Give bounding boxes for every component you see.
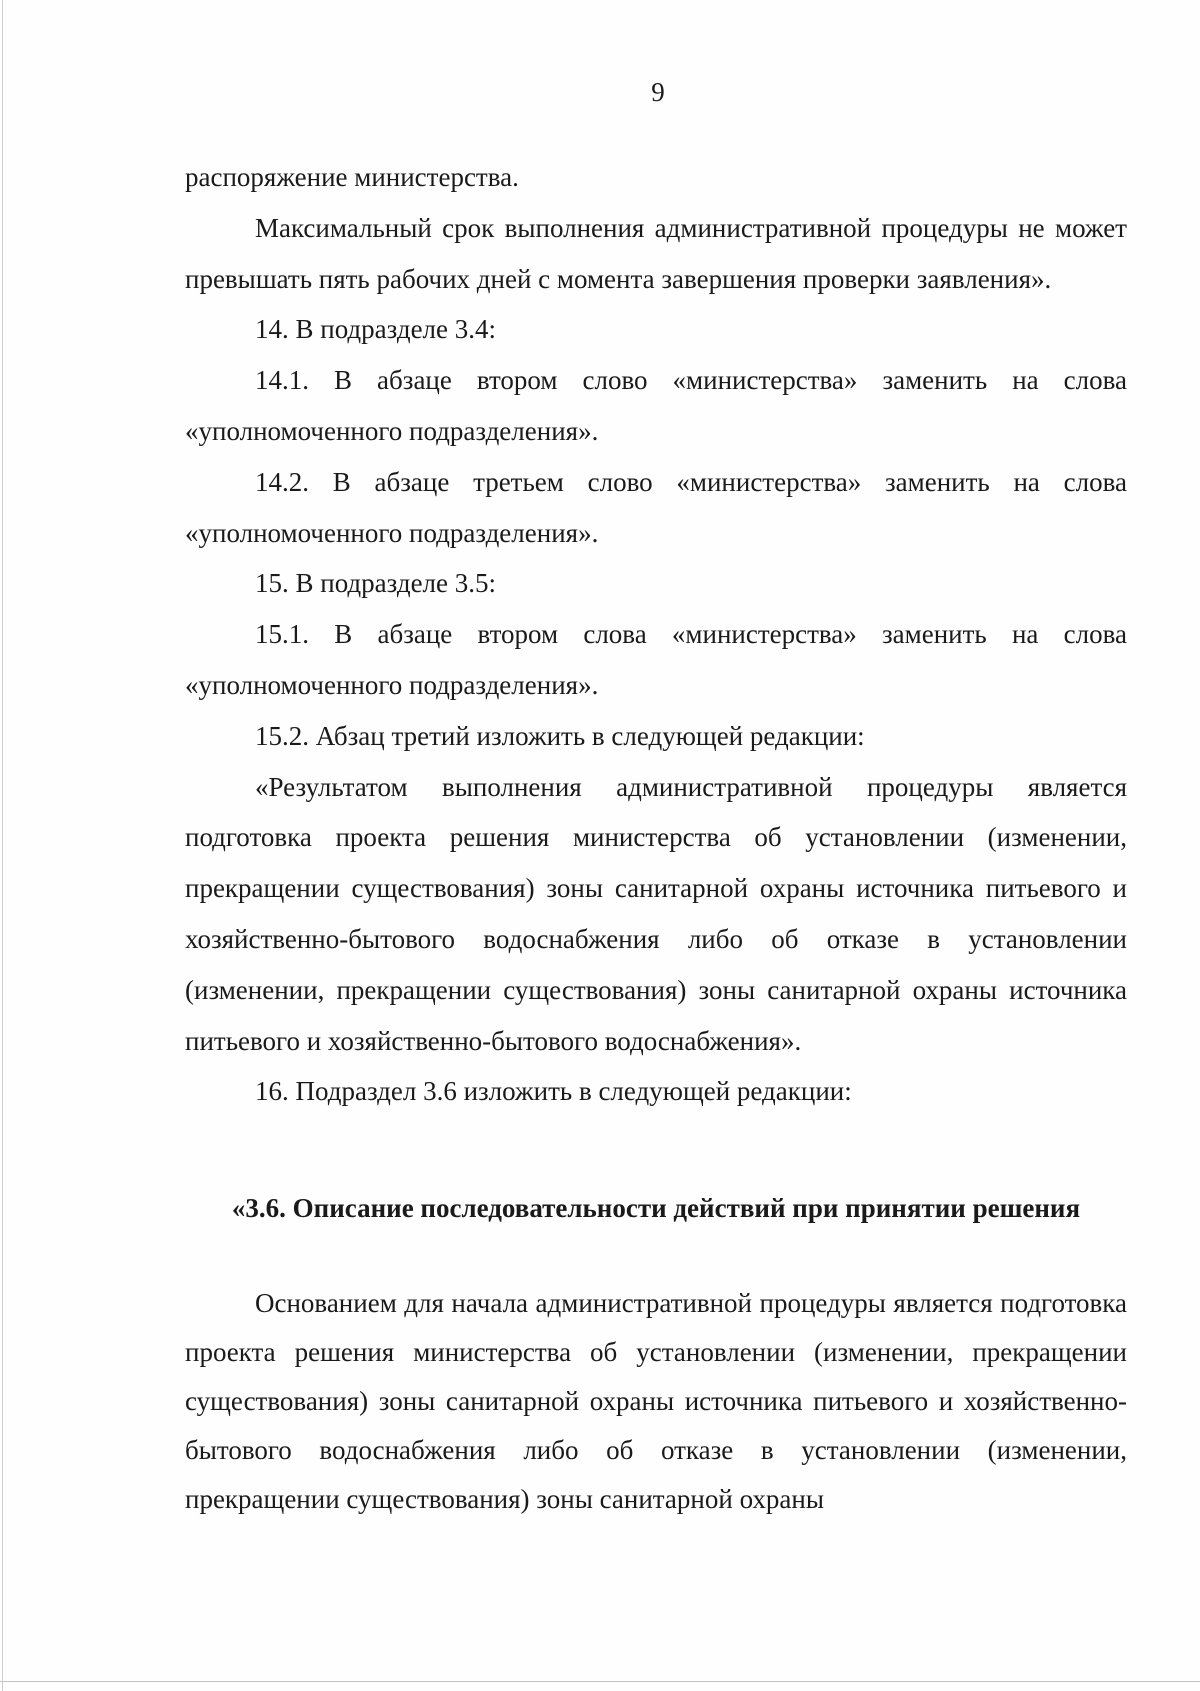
section-heading: «3.6. Описание последовательности действий при принятии решения bbox=[231, 1193, 1081, 1223]
scan-edge-bottom bbox=[0, 1681, 1200, 1682]
paragraph: 16. Подраздел 3.6 изложить в следующей редакции: bbox=[255, 1076, 852, 1107]
paragraph: 15. В подразделе 3.5: bbox=[255, 568, 497, 599]
page-number: 9 bbox=[651, 77, 665, 107]
paragraph: Максимальный срок выполнения административной процедуры не может превышать пять рабочих дней с момента завершения проверки заявления». bbox=[185, 212, 1127, 294]
body-text-bottom bbox=[185, 1279, 1127, 1524]
paragraph: 14.2. В абзаце третьем слово «министерства» заменить на слова «уполномоченного подразделения». bbox=[185, 466, 1127, 548]
paragraph: 14. В подразделе 3.4: bbox=[255, 314, 497, 345]
paragraph: 14.1. В абзаце втором слово «министерства» заменить на слова «уполномоченного подразделения». bbox=[185, 365, 1127, 446]
paragraph: «Результатом выполнения административной процедуры является подготовка проекта решения министерства об установлении (изменении, прекращении существования) зоны санитарной охраны источника питьевого и хозяйственно-бытового водоснабжения либо об отказе в установлении (изменении, прекращении существования) зоны санитарной охраны источника питьевого и хозяйственно-бытового водоснабжения». bbox=[185, 771, 1127, 1056]
body-text-top bbox=[185, 152, 1127, 1117]
paragraph: 15.1. В абзаце втором слова «министерства» заменить на слова «уполномоченного подразделения». bbox=[185, 619, 1127, 700]
paragraph: 15.2. Абзац третий изложить в следующей редакции: bbox=[255, 720, 865, 751]
scan-edge-left bbox=[2, 0, 3, 1691]
paragraph: Основанием для начала административной процедуры является подготовка проекта решения министерства об установлении (изменении, прекращении существования) зоны санитарной охраны источника питьевого и хозяйственно-бытового водоснабжения либо об отказе в установлении (изменении, прекращении существования) зоны санитарной охраны bbox=[185, 1288, 1127, 1514]
paragraph: распоряжение министерства. bbox=[185, 162, 519, 192]
